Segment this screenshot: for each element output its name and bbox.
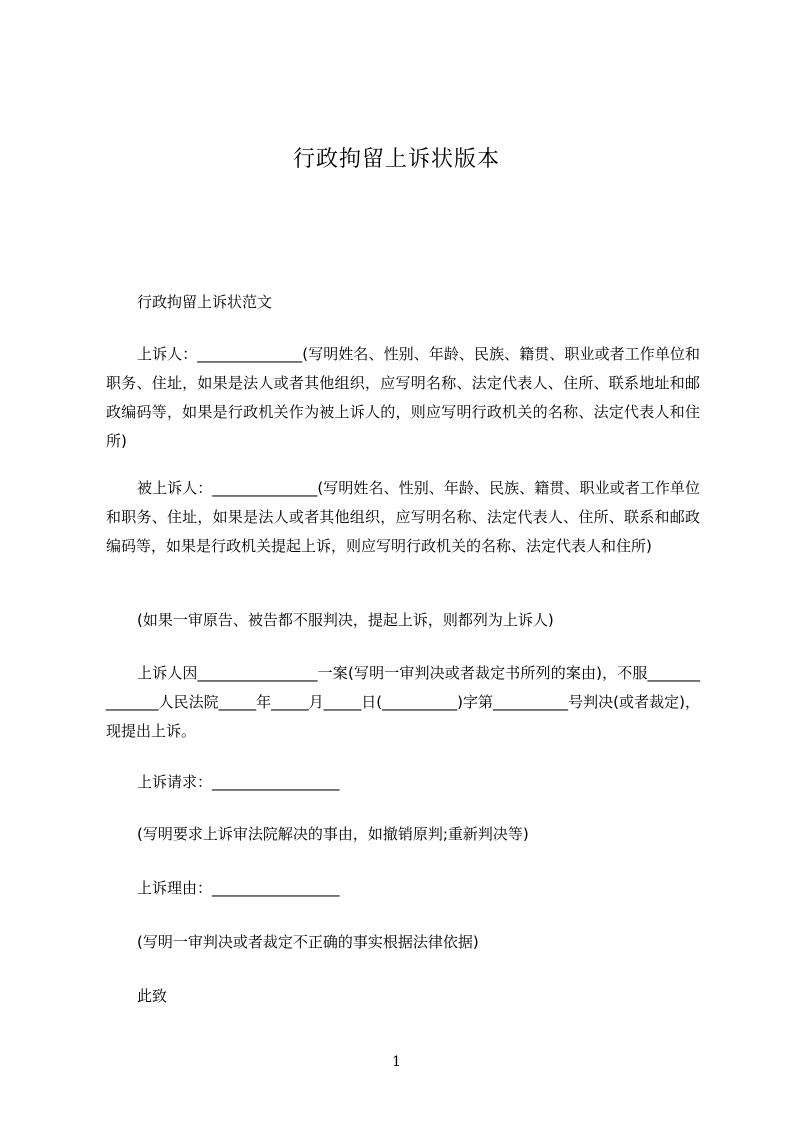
case-statement-paragraph: 上诉人因________________一案(写明一审判决或者裁定书所列的案由)，不服______________人民法院_____年_____月_____日(__________)字第__________号判决(或者裁定)，现提出上诉。 [106, 664, 700, 740]
page-number: 1 [392, 1054, 401, 1070]
note-both-parties: (如果一审原告、被告都不服判决，提起上诉，则都列为上诉人) [137, 611, 554, 629]
request-label: 上诉请求：_________________ [137, 773, 340, 791]
appellant-paragraph: 上诉人：______________(写明姓名、性别、年龄、民族、籍贯、职业或者工作单位和职务、住址，如果是法人或者其他组织，应写明名称、法定代表人、住所、联系地址和邮政编码等，如果是行政机关作为被上诉人的，则应写明行政机关的名称、法定代表人和住所) [106, 345, 700, 450]
reason-label: 上诉理由：_________________ [137, 879, 340, 897]
subtitle: 行政拘留上诉状范文 [137, 293, 273, 311]
appellee-paragraph: 被上诉人：______________(写明姓名、性别、年龄、民族、籍贯、职业或者工作单位和职务、住址，如果是法人或者其他组织，应写明名称、法定代表人、住所、联系和邮政编码等，如果是行政机关提起上诉，则应写明行政机关的名称、法定代表人和住所) [106, 479, 700, 555]
document-title: 行政拘留上诉状版本 [292, 147, 500, 172]
closing-text: 此致 [137, 987, 168, 1005]
request-note: (写明要求上诉审法院解决的事由，如撤销原判;重新判决等) [137, 825, 529, 843]
reason-note: (写明一审判决或者裁定不正确的事实根据法律依据) [137, 933, 479, 951]
